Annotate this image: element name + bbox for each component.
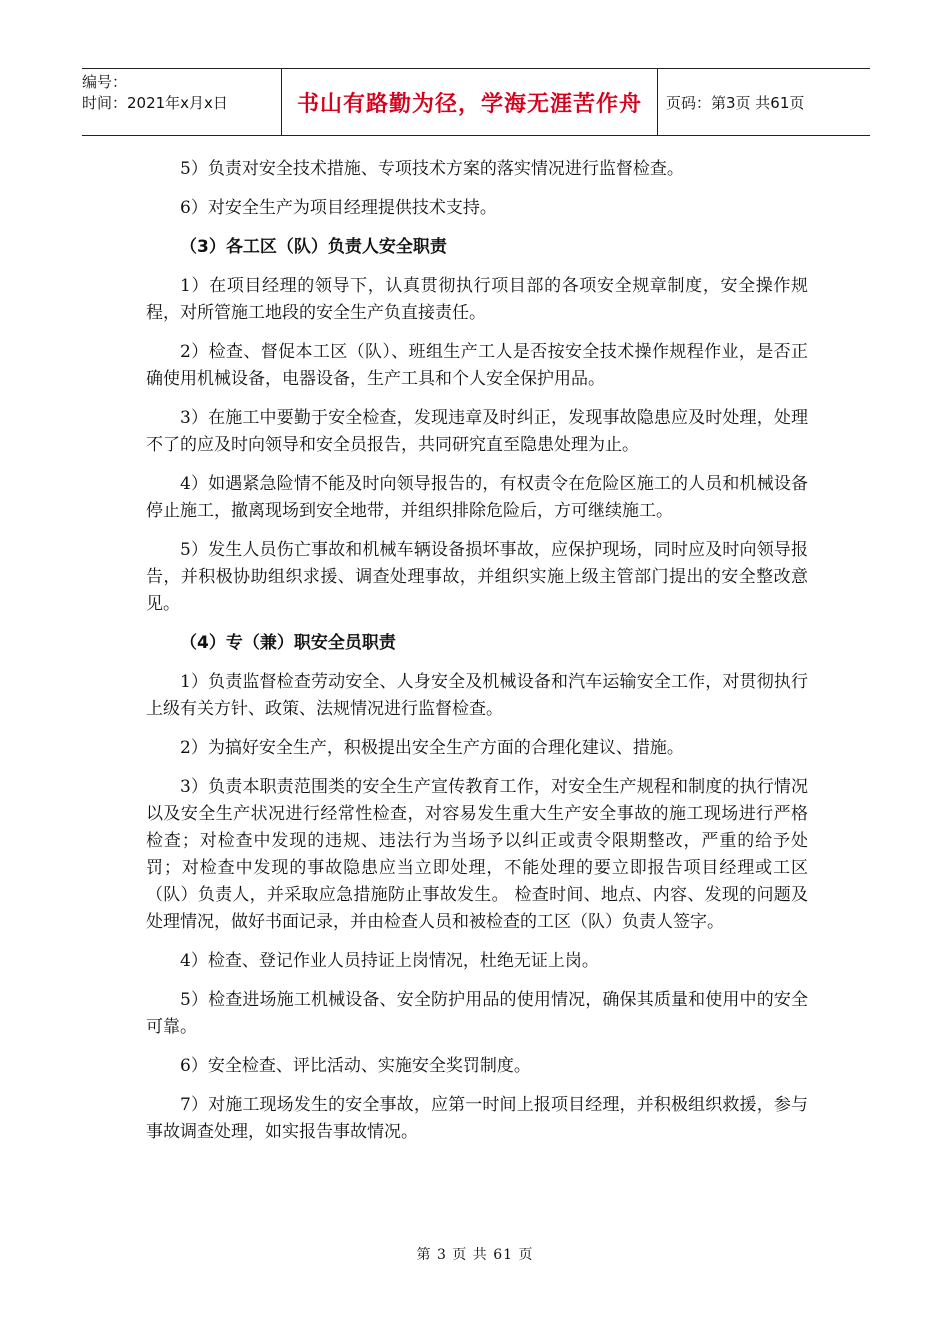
paragraph: 2）检查、督促本工区（队）、班组生产工人是否按安全技术操作规程作业，是否正确使用机械设备，电器设备，生产工具和个人安全保护用品。 xyxy=(146,342,808,389)
paragraph: 2）为搞好安全生产，积极提出安全生产方面的合理化建议、措施。 xyxy=(180,738,684,758)
page-header xyxy=(82,68,870,136)
paragraph: 1）在项目经理的领导下，认真贯彻执行项目部的各项安全规章制度，安全操作规程，对所管施工地段的安全生产负直接责任。 xyxy=(146,276,808,323)
paragraph: 4）如遇紧急险情不能及时向领导报告的，有权责令在危险区施工的人员和机械设备停止施工，撤离现场到安全地带，并组织排除危险后，方可继续施工。 xyxy=(146,474,808,521)
paragraph: 6）安全检查、评比活动、实施安全奖罚制度。 xyxy=(180,1056,531,1076)
paragraph: 1）负责监督检查劳动安全、人身安全及机械设备和汽车运输安全工作，对贯彻执行上级有关方针、政策、法规情况进行监督检查。 xyxy=(146,672,808,719)
header-meta xyxy=(82,69,282,135)
paragraph: 5）发生人员伤亡事故和机械车辆设备损坏事故，应保护现场，同时应及时向领导报告，并积极协助组织求援、调查处理事故，并组织实施上级主管部门提出的安全整改意见。 xyxy=(146,540,808,614)
paragraph: 4）检查、登记作业人员持证上岗情况，杜绝无证上岗。 xyxy=(180,951,599,971)
paragraph: 3）在施工中要勤于安全检查，发现违章及时纠正，发现事故隐患应及时处理，处理不了的应及时向领导和安全员报告，共同研究直至隐患处理为止。 xyxy=(146,408,808,455)
document-number: 编号： xyxy=(82,73,128,91)
paragraph: 3）负责本职责范围类的安全生产宣传教育工作，对安全生产规程和制度的执行情况以及安全生产状况进行经常性检查，对容易发生重大生产安全事故的施工现场进行严格检查；对检查中发现的违规、违法行为当场予以纠正或责令限期整改，严重的给予处罚；对检查中发现的事故隐患应当立即处理，不能处理的要立即报告项目经理或工区（队）负责人，并采取应急措施防止事故发生。 检查时间、地点、内容、发现的问题及处理情况，做好书面记录，并由检查人员和被检查的工区（队）负责人签字。 xyxy=(146,777,808,932)
header-motto: 书山有路勤为径，学海无涯苦作舟 xyxy=(282,69,658,135)
page-footer: 第 3 页 共 61 页 xyxy=(416,1247,534,1263)
section-heading: （3）各工区（队）负责人安全职责 xyxy=(180,237,447,257)
paragraph: 7）对施工现场发生的安全事故，应第一时间上报项目经理，并积极组织救援，参与事故调查处理，如实报告事故情况。 xyxy=(146,1095,808,1142)
paragraph: 5）负责对安全技术措施、专项技术方案的落实情况进行监督检查。 xyxy=(180,159,684,179)
section-heading: （4）专（兼）职安全员职责 xyxy=(180,633,396,653)
paragraph: 6）对安全生产为项目经理提供技术支持。 xyxy=(180,198,497,218)
header-page-info: 页码：第3页 共61页 xyxy=(666,93,805,112)
paragraph: 5）检查进场施工机械设备、安全防护用品的使用情况，确保其质量和使用中的安全可靠。 xyxy=(146,990,808,1037)
document-body xyxy=(146,156,808,1158)
document-date: 时间：2021年x月x日 xyxy=(82,94,228,112)
